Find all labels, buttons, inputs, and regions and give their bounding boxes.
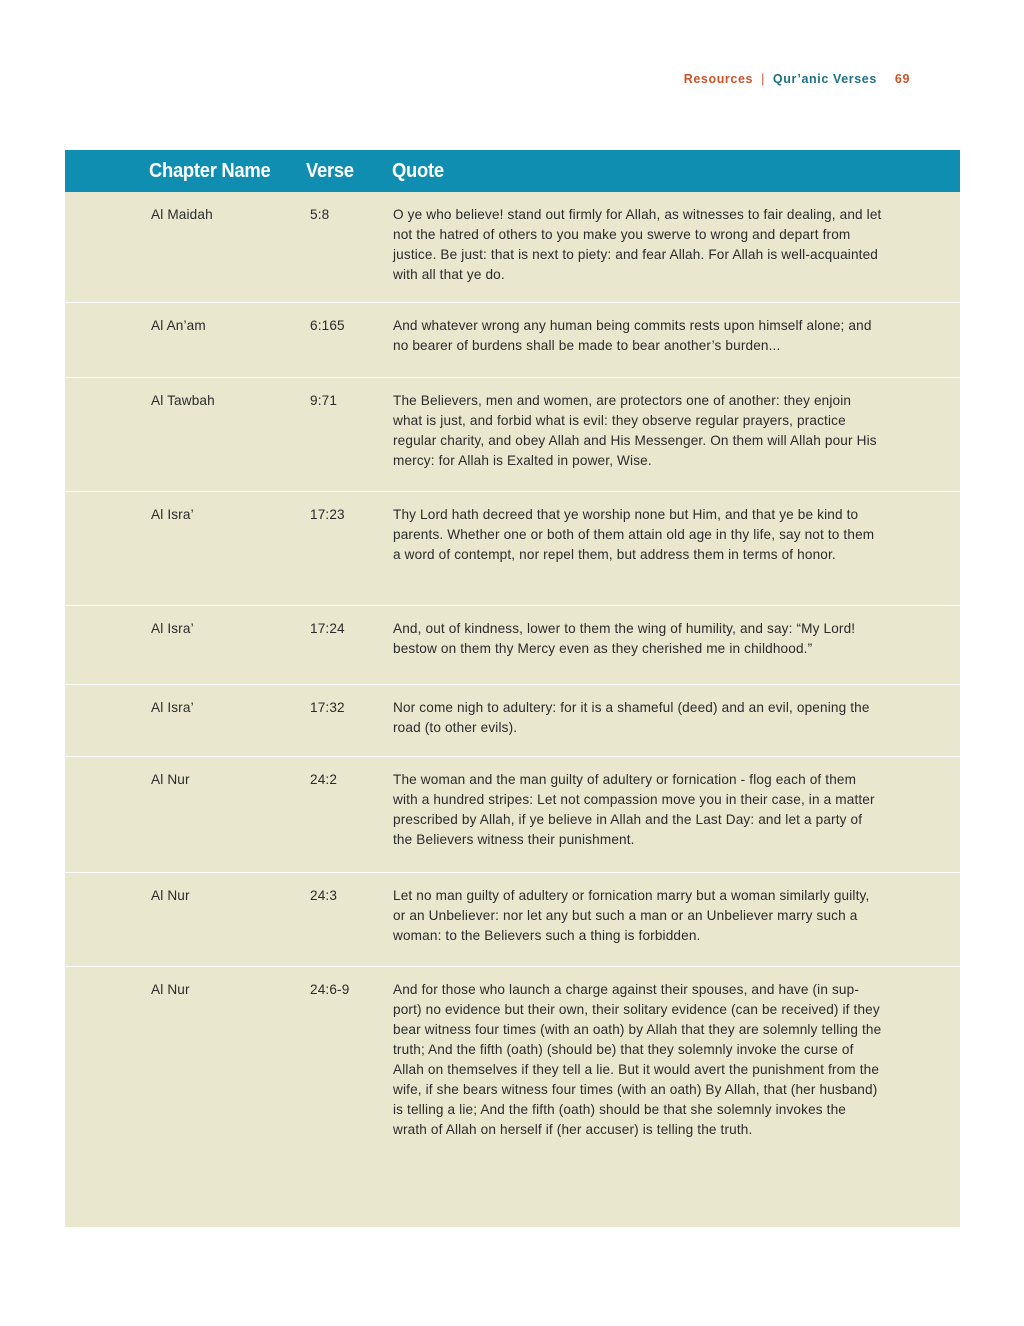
chapter-name: Al Nur: [151, 888, 190, 903]
chapter-name: Al Isra’: [151, 700, 194, 715]
table-row: [65, 378, 960, 492]
verse-quote: And, out of kindness, lower to them the wing of humility, and say: “My Lord! bestow on them thy Mercy even as they cherished me in childhood.”: [393, 621, 856, 656]
verse-number: 17:24: [310, 621, 345, 636]
verse-quote: And whatever wrong any human being commits rests upon himself alone; and no bearer of burdens shall be made to bear another’s burden...: [393, 318, 872, 353]
table-row: [65, 873, 960, 967]
verse-quote: Thy Lord hath decreed that ye worship none but Him, and that ye be kind to parents. Whether one or both of them attain old age in thy life, say not to them a word of contempt, nor repel them, but address them in terms of honor.: [393, 507, 875, 562]
chapter-name: Al Maidah: [151, 207, 213, 222]
header-separator: |: [761, 72, 765, 86]
chapter-name: Al Nur: [151, 982, 190, 997]
page-number: 69: [894, 72, 910, 86]
verse-quote: Nor come nigh to adultery: for it is a shameful (deed) and an evil, opening the road (to other evils).: [393, 700, 870, 735]
verse-number: 24:3: [310, 888, 338, 903]
verse-number: 24:6-9: [310, 982, 350, 997]
verse-number: 17:32: [310, 700, 345, 715]
verse-number: 17:23: [310, 507, 345, 522]
column-header-verse: Verse: [306, 160, 354, 182]
verse-number: 9:71: [310, 393, 338, 408]
table-row: [65, 685, 960, 757]
verse-number: 5:8: [310, 207, 330, 222]
table-row: [65, 303, 960, 378]
verse-quote: The Believers, men and women, are protectors one of another: they enjoin what is just, and forbid what is evil: they observe regular prayers, practice regular charity, and obey Allah and His Messenger. On them will Allah pour His mercy: for Allah is Exalted in power, Wise.: [393, 393, 877, 468]
verse-quote: O ye who believe! stand out firmly for Allah, as witnesses to fair dealing, and let not the hatred of others to you make you swerve to wrong and depart from justice. Be just: that is next to piety: and fear Allah. For Allah is well-acquainted with all that ye do.: [393, 207, 882, 282]
chapter-name: Al Tawbah: [151, 393, 215, 408]
verse-number: 24:2: [310, 772, 338, 787]
running-header: [684, 72, 910, 86]
table-header-row: [65, 150, 960, 192]
verse-quote: The woman and the man guilty of adultery or fornication - flog each of them with a hundred stripes: Let not compassion move you in their case, in a matter prescribed by Allah, if ye believe in Allah and the Last Day: and let a party of the Believers witness their punishment.: [393, 772, 875, 847]
table-row: [65, 606, 960, 685]
table-row: [65, 492, 960, 606]
verse-quote: Let no man guilty of adultery or fornication marry but a woman similarly guilty, or an Unbeliever: nor let any but such a man or an Unbeliever marry such a woman: to the Believers such a thing is forbidden.: [393, 888, 870, 943]
column-header-quote: Quote: [392, 160, 444, 182]
chapter-name: Al Isra’: [151, 621, 194, 636]
table-row: [65, 192, 960, 303]
verse-number: 6:165: [310, 318, 345, 333]
column-header-chapter: Chapter Name: [149, 160, 271, 182]
chapter-name: Al Isra’: [151, 507, 194, 522]
chapter-name: Al Nur: [151, 772, 190, 787]
header-section: Resources: [683, 72, 754, 86]
verse-quote: And for those who launch a charge against their spouses, and have (in sup-port) no evidence but their own, their solitary evidence (can be received) if they bear witness four times (with an oath) by Allah that they are solemnly telling the truth; And the fifth (oath) (should be) that they solemnly invoke the curse of Allah on themselves if they tell a lie. But it would avert the punishment from the wife, if she bears witness four times (with an oath) By Allah, that (her husband) is telling a lie; And the fifth (oath) should be that she solemnly invokes the wrath of Allah on herself if (her accuser) is telling the truth.: [393, 982, 882, 1137]
quranic-verses-table: [65, 150, 960, 1227]
header-topic: Qur’anic Verses: [772, 72, 877, 86]
chapter-name: Al An’am: [151, 318, 206, 333]
table-row: [65, 757, 960, 873]
table-row: [65, 967, 960, 1227]
